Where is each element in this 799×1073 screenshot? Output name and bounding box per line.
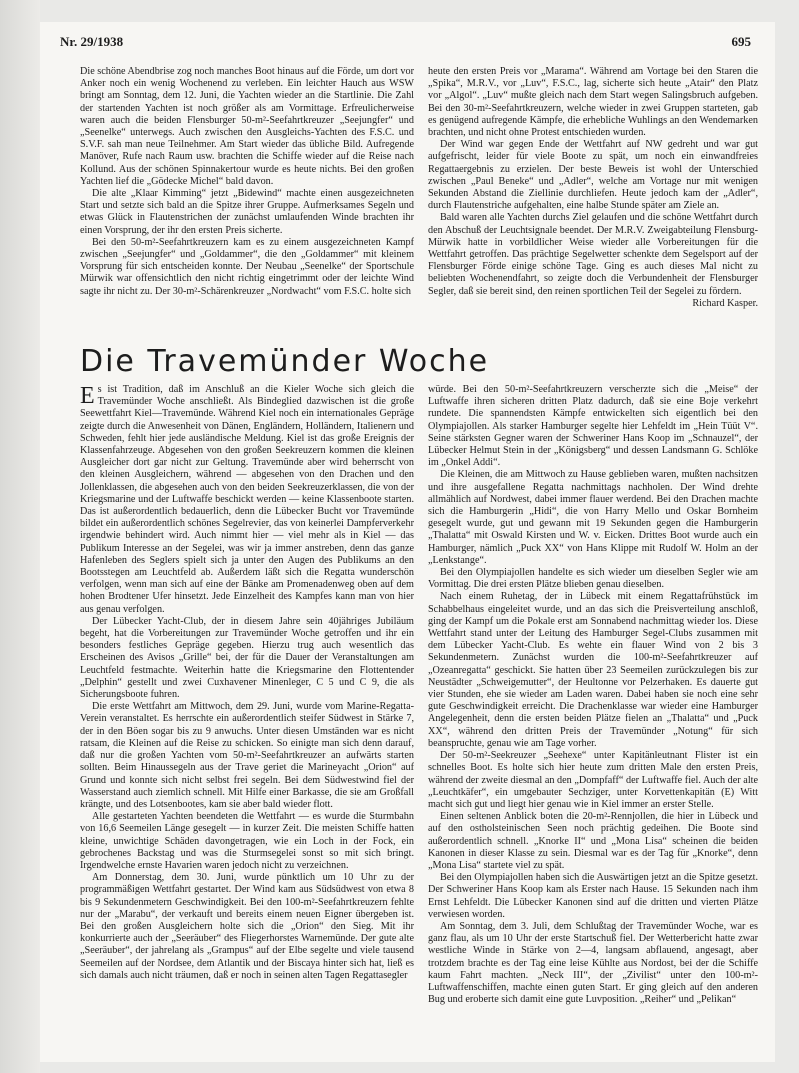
article-column-right (428, 384, 758, 1044)
lead-paragraph (80, 384, 414, 616)
paragraph: Die Kleinen, die am Mittwoch zu Hause geblieben waren, mußten nachsitzen und ihre ausgefallene Regatta nachmittags nachholen. Der Wind drehte allmählich auf Nordwest, dabei immer flauer werdend. Bei den Drachen machte sich die Hamburgerin „Hidi“, die von Harry Mello und Oskar Bornheim gesegelt wurde, gut und gewann mit 19 Sekunden gegen die Hamburgerin „Thalatta“ mit Oswald Kirsten und W. v. Eicken. Drittes Boot wurde auch ein Hamburger, nämlich „Puck XX“ von Hans Klippe mit Rudolf W. Holm an der „Lenkstange“. (428, 469, 758, 566)
article-headline: Die Travemünder Woche (80, 344, 490, 379)
paragraph: Einen seltenen Anblick boten die 20-m²-Rennjollen, die hier in Lübeck und auf den ostholsteinischen Seen noch prächtig gedeihen. Die Boote sind außerordentlich schnell. „Knorke II“ und „Mona Lisa“ scheinen die beiden Kanonen in dieser Klasse zu sein. Diesmal war es der Tag für „Knorke“, denn „Mona Lisa“ startete viel zu spät. (428, 811, 758, 871)
paragraph: Die erste Wettfahrt am Mittwoch, dem 29. Juni, wurde vom Marine-Regatta-Verein veranstaltet. Es herrschte ein außerordentlich steifer Südwest in Stärke 7, der in den Böen sogar bis zu 9 anwuchs. Unter diesen Umständen war es nicht ratsam, die Kleinen auf die Reise zu schicken. So einigte man sich denn darauf, daß nur die großen Yachten vom 50-m²-Seefahrtkreuzer an aufwärts starten sollten. Beim Hinaussegeln aus der Trave geriet die Marineyacht „Orion“ auf Grund und konnte sich nicht selbst frei segeln. Bei dem Südwestwind fiel der Wasserstand auch ziemlich schnell. Mit Hilfe einer Barkasse, die sie am Großfall krängte, und des Lotsenbootes, kam sie aber bald wieder flott. (80, 701, 414, 810)
paragraph: Am Donnerstag, dem 30. Juni, wurde pünktlich um 10 Uhr zu der programmäßigen Wettfahrt gestartet. Der Wind kam aus Südsüdwest von etwa 8 bis 9 Sekundenmetern Geschwindigkeit. Bei den 100-m²-Seefahrtkreuzern fehlte nur der „Marabu“, der verkauft und bereits einem neuen Eigner übergeben ist. Bei den großen Ausgleichern holte sich die „Orion“ den Sieg. Mit ihr konkurrierte auch der „Seeräuber“ des Fliegerhorstes Warnemünde. Der gute alte „Seeräuber“, der jahrelang als „Grampus“ auf der Elbe segelte und viele tausend Seemeilen auf der Nordsee, dem Atlantik und der Biscaya hinter sich hat, ließ es sich damals auch nicht träumen, daß er noch in seinen alten Tagen Regattasegler (80, 872, 414, 981)
paragraph: Nach einem Ruhetag, der in Lübeck mit einem Regattafrühstück im Schabbelhaus eingeleitet wurde, und an das sich die Preisverteilung anschloß, ging der Kampf um die Pokale erst am Sonnabend nachmittag wieder los. Diese Wettfahrt stand unter der Leitung des Hamburger Segel-Clubs zusammen mit dem Lübecker Yacht-Club. Es wehte ein flauer Wind von 2 bis 3 Sekundenmetern. Zunächst wurden die 100-m²-Seefahrtkreuzer auf „Ozeanregatta“ geschickt. Sie hatten über 23 Seemeilen zurückzulegen bis zur Neustädter „Schweigemutter“, der Heultonne vor Pelzerhaken. Es dauerte gut vier Stunden, ehe sie wieder am Laden waren. Dabei haben sie noch eine sehr gute Geschwindigkeit erreicht. Die Drachenklasse war wieder eine Hamburger Angelegenheit, denn die ersten beiden Plätze fielen an „Thalatta“ und „Puck XX“, während den dritten Preis der Travemünder „Notung“ für sich beanspruchte, genau wie am Tage vorher. (428, 591, 758, 749)
paragraph: heute den ersten Preis vor „Marama“. Während am Vortage bei den Staren die „Spika“, M.R.V., vor „Luv“, F.S.C., lag, sicherte sich heute „Atair“ den Platz vor „Algol“. „Luv“ mußte gleich nach dem Start wegen Salingsbruch aufgeben. Bei den 30-m²-Seefahrtkreuzern, welche wieder in zwei Gruppen starteten, gab es genügend aufregende Kämpfe, die erhebliche Wuhlings an den Wendemarken brachten, und nicht ohne Protest entschieden wurden. (428, 66, 758, 139)
author-signature: Richard Kasper. (692, 297, 758, 309)
drop-cap: E (80, 384, 95, 409)
paragraph: Der 50-m²-Seekreuzer „Seehexe“ unter Kapitänleutnant Flister ist ein schnelles Boot. Es holte sich hier heute zum dritten Male den ersten Preis, während der zweite diesmal an den „Dompfaff“ der Luftwaffe fiel. Auch der alte „Leuchtkäfer“, ein umgebauter Sechziger, unter Korvettenkapitän (E) Witt macht sich gut und liegt hier genau wie in Kiel immer an erster Stelle. (428, 750, 758, 810)
previous-article-column-right (428, 66, 758, 326)
paragraph: Bei den Olympiajollen haben sich die Auswärtigen jetzt an die Spitze gesetzt. Der Schweriner Hans Koop kam als Erster nach Hause. 15 Sekunden nach ihm Ernst Lehfeldt. Die Lübecker Kanonen sind auf die dritten und vierten Plätze verwiesen worden. (428, 872, 758, 920)
article-column-left (80, 384, 414, 1044)
lead-text: s ist Tradition, daß im Anschluß an die Kieler Woche sich gleich die Travemünder Woche anschließt. Als Bindeglied dazwischen ist die große Seewettfahrt Kiel—Travemünde. Während Kiel noch ein internationales Gepräge zeigte durch die Anwesenheit von Dänen, Engländern, Holländern, Italienern und Schweden, fehlt hier jede ausländische Meldung. Kiel ist das große Ereignis der Klassenfahrzeuge. Abgesehen von den großen Seekreuzern kommen die kleinen Ausgleicher dort gar nicht zur Geltung. Travemünde aber wird beherrscht von den kleinen Ausgleichern, während — abgesehen von den Drachen und den Jollenklassen, die abgesehen auch von den beiden Seekreuzerklassen, die von der Kriegsmarine und der Luftwaffe beschickt werden — keine Klassenboote starten. Das ist außerordentlich bedauerlich, denn die Lübecker Bucht vor Travemünde bildet ein außerordentlich schönes Segelrevier, das von keinerlei Dampferverkehr irgendwie behindert wird. Auch nimmt hier — viel mehr als in Kiel — das Publikum Interesse an der Segelei, was wir ja immer anstreben, denn das ganze Hafenleben des Seglers spielt sich ja unter den Augen des Publikums an den Bootsstegen am Leuchtfeld ab. Außerdem läßt sich die Regatta wunderschön verfolgen, wenn man sich auf eine der Bänke am Promenadenweg oben auf dem hohen Brodtener Ufer hinsetzt. Jede Einzelheit des Kampfes kann man von hier aus genau verfolgen. (80, 384, 414, 615)
paragraph: Alle gestarteten Yachten beendeten die Wettfahrt — es wurde die Sturmbahn von 16,6 Seemeilen Länge gesegelt — in kurzer Zeit. Die meisten Schiffe hatten kleine, unwichtige Schäden davongetragen, wie ein Loch in der Fock, ein gebrochenes Backstag und was die Sturmsegelei sonst so mit sich bringt. Irgendwelche ernste Havarien waren jedoch nicht zu verzeichnen. (80, 811, 414, 871)
paragraph: Der Lübecker Yacht-Club, der in diesem Jahre sein 40jähriges Jubiläum begeht, hat die Vorbereitungen zur Travemünder Woche getroffen und ihr ein besonders festliches Gepräge gegeben. Hierzu trug auch wesentlich das Erscheinen des Avisos „Grille“ bei, der für die Dauer der Veranstaltungen am Leuchtfeld festmachte. Weiterhin hatte die Kriegsmarine den Flottentender „Delphin“ gestellt und zwei Cuxhavener Minenleger, C 5 und C 9, die als Sicherungsboote fuhren. (80, 615, 414, 701)
paragraph: Bald waren alle Yachten durchs Ziel gelaufen und die schöne Wettfahrt durch den Abschuß der Leuchtsignale beendet. Der M.R.V. Zweigabteilung Flensburg-Mürwik hatte in vorbildlicher Weise wieder alle Vorbereitungen für die Wettfahrt getroffen. Das prächtige Segelwetter schenkte dem Segelsport auf der Flensburger Förde einige schöne Tage. Ging es auch dieses Mal nicht zu beliebten Wochenendfahrt, so zeigte doch die Verbundenheit der Flensburger Segler, daß sie bereit sind, den reinen sportlichen Teil der Segelei zu fördern. (428, 212, 758, 297)
paragraph: würde. Bei den 50-m²-Seefahrtkreuzern verscherzte sich die „Meise“ der Luftwaffe ihren sicheren dritten Platz dadurch, daß sie eine Boje verkehrt rundete. Die spannendsten Kämpfe entwickelten sich eigentlich bei den Olympiajollen. Als starker Hamburger segelte hier Lehfeldt im „Hein Tüüt V“. Seine stärksten Gegner waren der Schweriner Hans Koop im „Schnauzel“, der Lübecker Helmut Stein in der „Königsberg“ und dessen Landsmann G. Schlöke im „Onkel Addi“. (428, 384, 758, 469)
scan-gutter (0, 0, 40, 1073)
paragraph: Bei den 50-m²-Seefahrtkreuzern kam es zu einem ausgezeichneten Kampf zwischen „Seejungfer“ und „Goldammer“, die den „Goldammer“ mit kleinem Vorsprung für sich entscheiden konnte. Der Neubau „Seenelke“ der Sportschule Mürwik war offensichtlich den nicht richtig eingetrimmt oder der leichte Wind sagte ihr nicht zu. Der 30-m²-Schärenkreuzer „Nordwacht“ vom F.S.C. holte sich (80, 236, 414, 297)
paragraph: Die schöne Abendbrise zog noch manches Boot hinaus auf die Förde, um dort vor Anker noch ein wenig Wochenend zu verleben. Ein leichter Hauch aus WSW bringt am Sonntag, dem 12. Juni, die Yachten wieder an die Startlinie. Die Zahl der startenden Yachten ist noch größer als am Vormittage. Erfreulicherweise waren auch die beiden Flensburger 50-m²-Seefahrtkreuzer „Seejungfer“ und „Seenelke“ unterwegs. Auch zwischen den Ausgleichs-Yachten des F.S.C. und S.V.F. sah man neue Teilnehmer. Am Start wieder das übliche Bild. Aufregende Manöver, Rufe nach Raum usw. brachten die Schiffe wieder auf die Reise nach Kollund. Aus der schönen Spinnakertour wurde es heute nichts. Bei den großen Yachten lief die „Gödecke Michel“ bald davon. (80, 66, 414, 187)
page-number: 695 (731, 34, 751, 49)
issue-number: Nr. 29/1938 (60, 34, 124, 49)
paragraph: Der Wind war gegen Ende der Wettfahrt auf NW gedreht und war gut aufgefrischt, leider für viele Boote zu spät, um noch ein einwandfreies Regattaergebnis zu erzielen. Der beste Beweis ist wohl der Unterschied zwischen „Paul Beneke“ und „Adler“, welche am Vortage nur mit wenigen Sekunden Abstand die Ziellinie durchliefen. Heute jedoch kam der „Adler“, durch Flautenstriche aufgehalten, eine halbe Stunde später am Ziele an. (428, 139, 758, 212)
previous-article-column-left (80, 66, 414, 326)
paragraph: Die alte „Klaar Kimming“ jetzt „Bidewind“ machte einen ausgezeichneten Start und setzte sich bald an die Spitze ihrer Gruppe. Aufmerksames Segeln und etwas Glück in Flautenstrichen der zunächst umlaufenden Winde brachten ihr einen Vorsprung, der ihr den ersten Preis sicherte. (80, 188, 414, 236)
paragraph: Bei den Olympiajollen handelte es sich wieder um dieselben Segler wie am Vormittag. Die drei ersten Plätze blieben genau dieselben. (428, 567, 758, 591)
paragraph: Am Sonntag, dem 3. Juli, dem Schlußtag der Travemünder Woche, war es ganz flau, als um 10 Uhr der erste Startschuß fiel. Der Wetterbericht hatte zwar westliche Winde in Stärke von 2—4, langsam abflauend, angesagt, aber trotzdem brachte es der Tag eine leise Kühlte aus Nordost, bei der die Schiffe kaum Fahrt machten. „Neck III“, der „Zivilist“ unter den 100-m²-Luftwaffenschiffen, machte einen guten Start. Er ging gleich auf den anderen Bug und eroberte sich damit eine gute Luvposition. „Reiher“ und „Pelikan“ (428, 920, 758, 1006)
